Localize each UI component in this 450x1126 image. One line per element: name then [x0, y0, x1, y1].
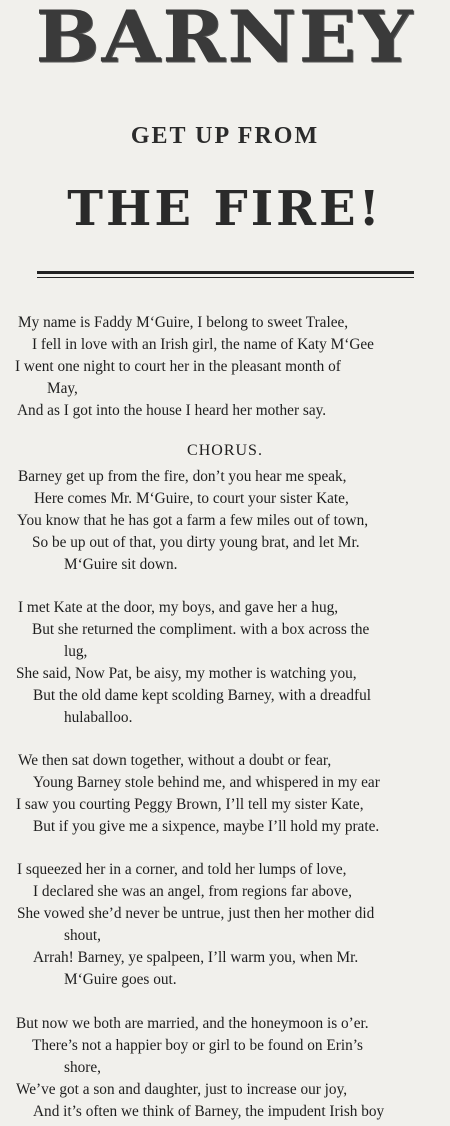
verse-line: I went one night to court her in the pleasant month of: [15, 358, 341, 375]
chorus-line: You know that he has got a farm a few miles out of town,: [17, 512, 369, 529]
verse-line: I declared she was an angel, from regions far above,: [33, 883, 352, 900]
verse-line: May,: [47, 380, 78, 397]
verse-line: Young Barney stole behind me, and whispered in my ear: [33, 774, 380, 791]
verse-line: shore,: [64, 1059, 101, 1076]
verse-line: M‘Guire goes out.: [64, 971, 177, 988]
verse-line: I met Kate at the door, my boys, and gave her a hug,: [18, 599, 339, 616]
verse-line: We’ve got a son and daughter, just to increase our joy,: [16, 1081, 348, 1098]
chorus-line: M‘Guire sit down.: [64, 556, 178, 573]
verse-line: Arrah! Barney, ye spalpeen, I’ll warm you, when Mr.: [33, 949, 359, 966]
verse-line: lug,: [64, 643, 88, 660]
chorus-line: Barney get up from the fire, don’t you hear me speak,: [18, 468, 347, 485]
verse-line: But if you give me a sixpence, maybe I’ll hold my prate.: [33, 818, 380, 835]
chorus-line: So be up out of that, you dirty young brat, and let Mr.: [32, 534, 360, 551]
chorus-heading: CHORUS.: [187, 442, 263, 459]
verse-line: And it’s often we think of Barney, the impudent Irish boy: [33, 1103, 385, 1120]
verse-line: My name is Faddy M‘Guire, I belong to sweet Tralee,: [18, 314, 349, 331]
title-the-fire: THE FIRE!: [67, 181, 383, 237]
title-barney: BARNEY: [35, 0, 415, 79]
divider-thin: [37, 277, 414, 278]
verse-line: There’s not a happier boy or girl to be found on Erin’s: [32, 1037, 363, 1054]
verse-line: But the old dame kept scolding Barney, with a dreadful: [33, 687, 372, 704]
divider-thick: [37, 271, 414, 274]
verse-line: shout,: [64, 927, 101, 944]
verse-line: We then sat down together, without a doubt or fear,: [18, 752, 332, 769]
verse-line: And as I got into the house I heard her mother say.: [17, 402, 327, 419]
chorus-line: Here comes Mr. M‘Guire, to court your sister Kate,: [34, 490, 349, 507]
verse-line: But now we both are married, and the honeymoon is o’er.: [16, 1015, 369, 1032]
verse-line: hulaballoo.: [64, 709, 133, 726]
verse-line: I squeezed her in a corner, and told her lumps of love,: [17, 861, 347, 878]
verse-line: I fell in love with an Irish girl, the name of Katy M‘Gee: [32, 336, 374, 353]
verse-line: I saw you courting Peggy Brown, I’ll tell my sister Kate,: [16, 796, 364, 813]
verse-line: She said, Now Pat, be aisy, my mother is watching you,: [16, 665, 357, 682]
verse-line: But she returned the compliment. with a box across the: [32, 621, 370, 638]
title-get-up-from: GET UP FROM: [130, 123, 320, 149]
verse-line: She vowed she’d never be untrue, just then her mother did: [17, 905, 375, 922]
